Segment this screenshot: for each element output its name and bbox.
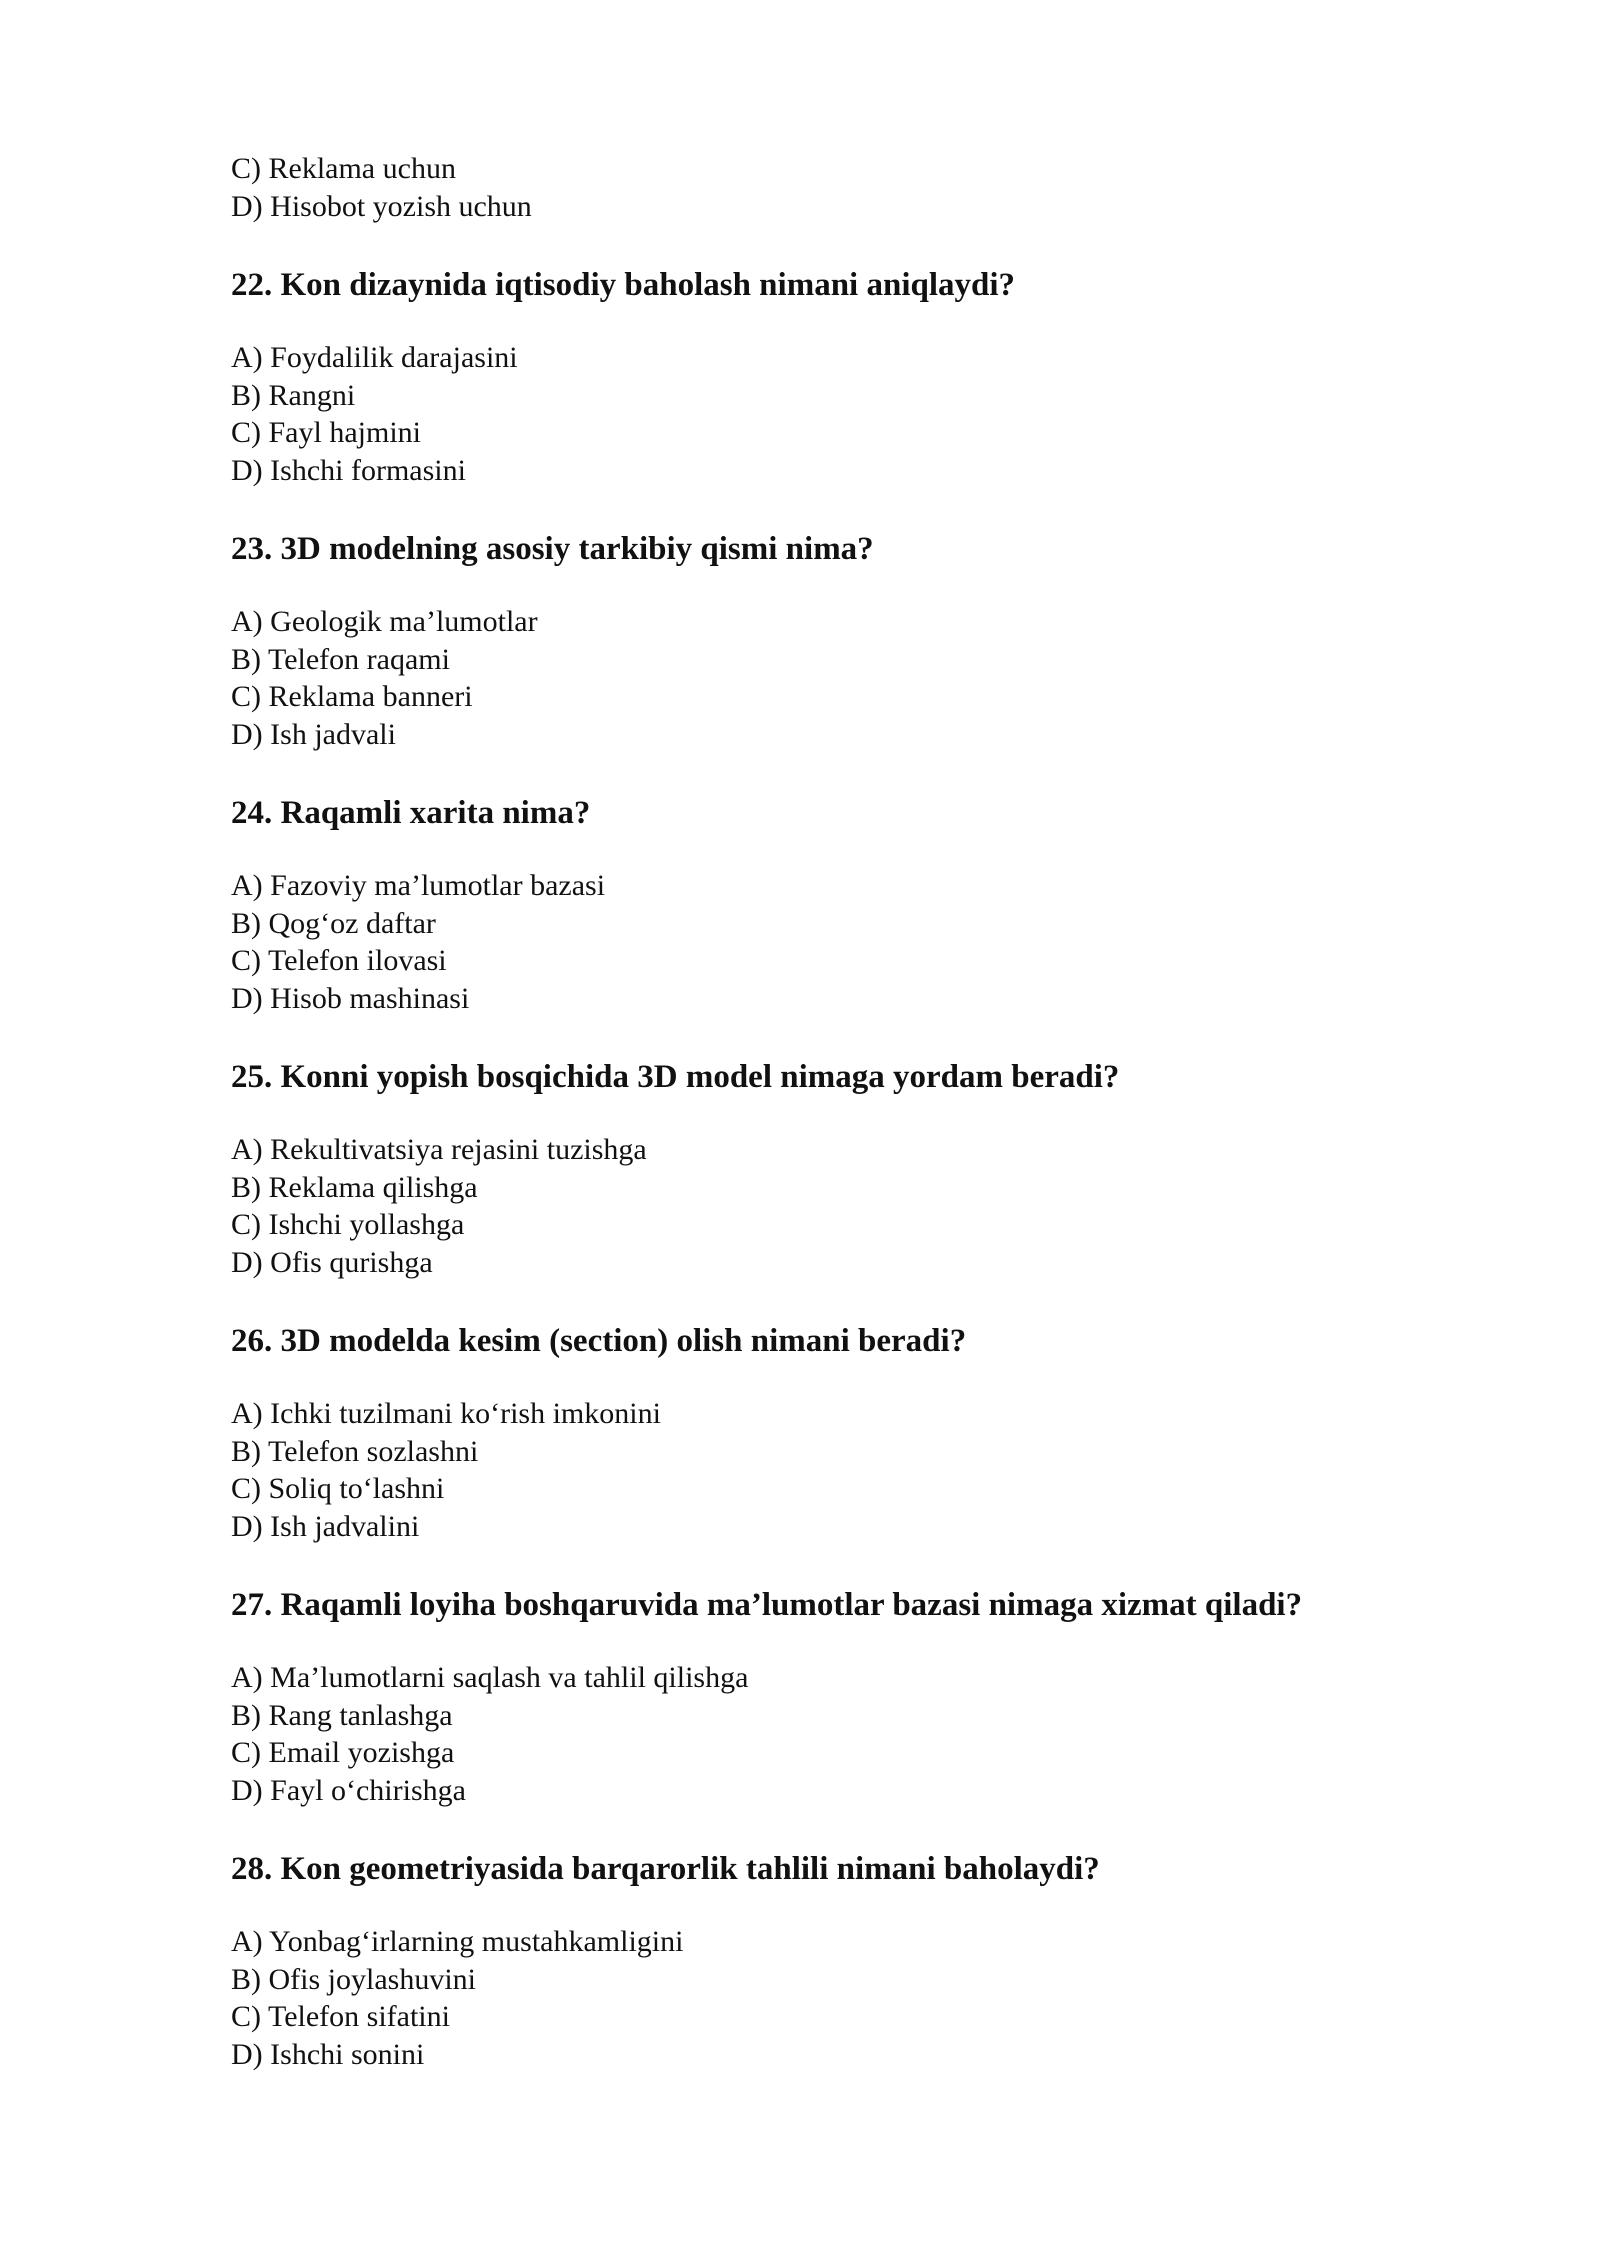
question-23 <box>231 529 1481 753</box>
option-b: B) Ofis joylashuvini <box>231 1962 476 1996</box>
option-d: D) Ishchi sonini <box>231 2037 425 2071</box>
question-title: 25. Konni yopish bosqichida 3D model nimaga yordam beradi? <box>231 1059 1120 1095</box>
question-28 <box>231 1849 1481 2073</box>
option-d: D) Hisobot yozish uchun <box>231 189 532 223</box>
option-d: D) Ishchi formasini <box>231 453 466 487</box>
document-page <box>231 150 1481 2073</box>
option-b: B) Telefon raqami <box>231 642 450 676</box>
option-c: C) Soliq to‘lashni <box>231 1472 445 1505</box>
question-title: 22. Kon dizaynida iqtisodiy baholash nimani aniqlaydi? <box>231 267 1016 303</box>
option-d: D) Fayl o‘chirishga <box>231 1773 466 1807</box>
leading-options <box>231 150 1481 225</box>
question-27 <box>231 1585 1481 1809</box>
option-c: C) Telefon ilovasi <box>231 944 447 977</box>
option-b: B) Reklama qilishga <box>231 1170 478 1204</box>
option-c: C) Ishchi yollashga <box>231 1208 465 1241</box>
option-d: D) Ish jadvali <box>231 717 396 751</box>
option-d: D) Ish jadvalini <box>231 1509 420 1543</box>
question-24 <box>231 793 1481 1017</box>
option-d: D) Hisob mashinasi <box>231 981 470 1015</box>
question-title: 28. Kon geometriyasida barqarorlik tahlili nimani baholaydi? <box>231 1851 1100 1887</box>
option-b: B) Qog‘oz daftar <box>231 906 436 940</box>
option-c: C) Fayl hajmini <box>231 416 421 449</box>
option-c: C) Email yozishga <box>231 1736 455 1769</box>
question-title: 26. 3D modelda kesim (section) olish nimani beradi? <box>231 1323 967 1359</box>
option-a: A) Yonbag‘irlarning mustahkamligini <box>231 1925 684 1958</box>
option-c: C) Telefon sifatini <box>231 2000 450 2033</box>
question-26 <box>231 1321 1481 1545</box>
option-a: A) Ichki tuzilmani ko‘rish imkonini <box>231 1397 661 1430</box>
option-c: C) Reklama banneri <box>231 680 473 713</box>
question-title: 27. Raqamli loyiha boshqaruvida ma’lumotlar bazasi nimaga xizmat qiladi? <box>231 1587 1303 1623</box>
option-b: B) Rangni <box>231 378 356 412</box>
option-a: A) Ma’lumotlarni saqlash va tahlil qilishga <box>231 1661 749 1694</box>
option-c: C) Reklama uchun <box>231 152 456 185</box>
option-b: B) Telefon sozlashni <box>231 1434 479 1468</box>
question-title: 24. Raqamli xarita nima? <box>231 795 591 831</box>
option-a: A) Foydalilik darajasini <box>231 341 518 374</box>
question-25 <box>231 1057 1481 1281</box>
question-title: 23. 3D modelning asosiy tarkibiy qismi nima? <box>231 531 874 567</box>
option-a: A) Rekultivatsiya rejasini tuzishga <box>231 1133 647 1166</box>
option-a: A) Geologik ma’lumotlar <box>231 605 538 638</box>
option-b: B) Rang tanlashga <box>231 1698 453 1732</box>
option-d: D) Ofis qurishga <box>231 1245 433 1279</box>
option-a: A) Fazoviy ma’lumotlar bazasi <box>231 869 606 902</box>
question-22 <box>231 265 1481 489</box>
